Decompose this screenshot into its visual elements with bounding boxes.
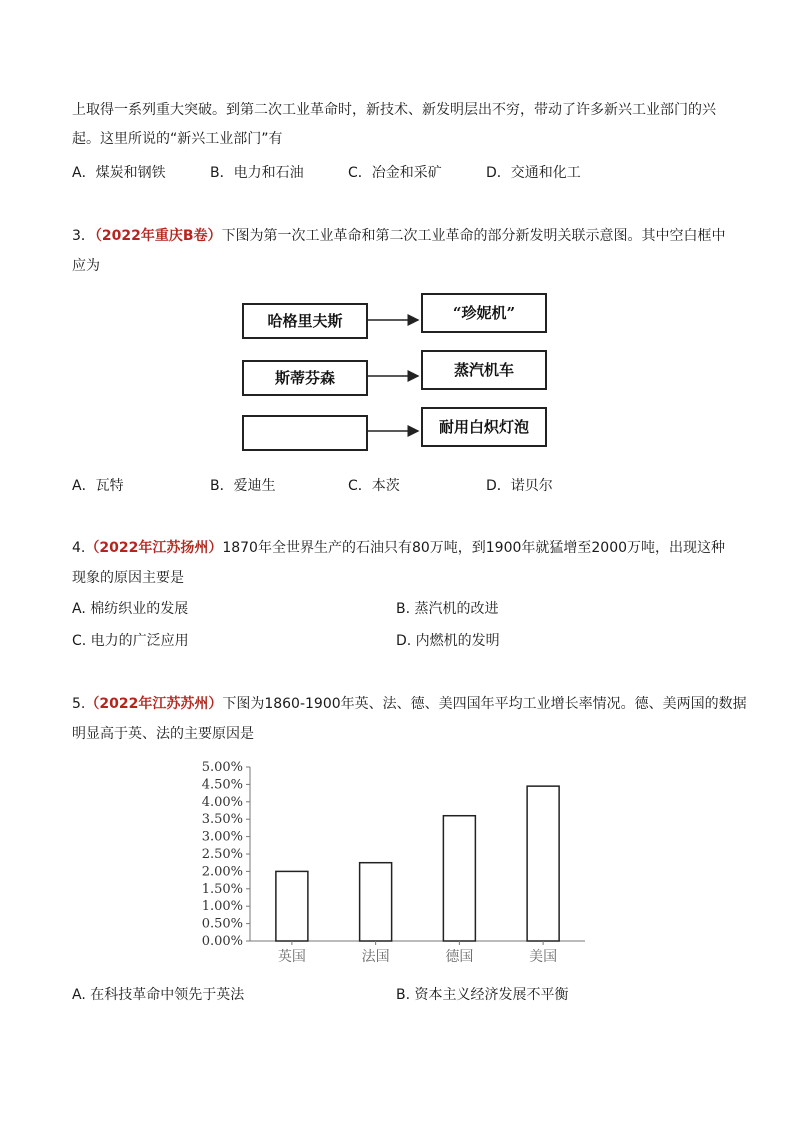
q5-stem-text: 下图为1860-1900年英、法、德、美四国年平均工业增长率情况。德、美两国的数据 xyxy=(222,696,747,712)
x-tick-label: 美国 xyxy=(529,949,558,965)
diagram-right-box-2: 蒸汽机车 xyxy=(421,350,547,390)
q4-option-a: A. 棉纺织业的发展 xyxy=(72,601,189,617)
q4-option-d: D. 内燃机的发明 xyxy=(396,633,500,649)
q2-option-b: B．电力和石油 xyxy=(210,165,304,181)
y-tick-label: 4.00% xyxy=(201,794,243,810)
y-tick-label: 4.50% xyxy=(201,777,243,793)
q3-source: （2022年重庆B卷） xyxy=(94,228,222,244)
y-tick-label: 0.00% xyxy=(201,934,243,949)
diagram-left-box-blank xyxy=(242,415,368,451)
x-tick-label: 法国 xyxy=(361,949,390,965)
bar-1 xyxy=(276,871,308,941)
bar-2 xyxy=(360,863,392,941)
y-tick-label: 3.50% xyxy=(201,812,243,828)
q5-option-a: A. 在科技革命中领先于英法 xyxy=(72,987,245,1003)
q4-stem-line2: 现象的原因主要是 xyxy=(72,570,184,586)
q3-stem-line2: 应为 xyxy=(72,258,100,274)
invention-diagram xyxy=(240,288,560,468)
diagram-left-box-2: 斯蒂芬森 xyxy=(242,360,368,396)
x-tick-label: 英国 xyxy=(277,949,306,965)
q3-option-c: C．本茨 xyxy=(348,478,400,494)
q5-number: 5. xyxy=(72,696,86,712)
q4-option-c: C. 电力的广泛应用 xyxy=(72,633,189,649)
diagram-right-box-3: 耐用白炽灯泡 xyxy=(421,407,547,447)
q4-number: 4. xyxy=(72,540,86,556)
x-tick-label: 德国 xyxy=(445,949,474,965)
y-tick-label: 2.50% xyxy=(201,847,243,862)
q4-source: （2022年江苏扬州） xyxy=(85,540,223,556)
q5-source: （2022年江苏苏州） xyxy=(85,696,223,712)
diagram-right-box-1: “珍妮机” xyxy=(421,293,547,333)
diagram-left-box-1: 哈格里夫斯 xyxy=(242,303,368,339)
y-tick-label: 3.00% xyxy=(201,829,243,845)
q2-stem-line1: 上取得一系列重大突破。到第二次工业革命时，新技术、新发明层出不穷，带动了许多新兴工业部门的兴 xyxy=(72,102,716,118)
q5-stem-line2: 明显高于英、法的主要原因是 xyxy=(72,726,254,742)
q2-option-a: A．煤炭和钢铁 xyxy=(72,165,166,181)
q3-stem-line1 xyxy=(72,226,726,246)
q5-stem-line1 xyxy=(72,694,747,714)
q4-stem-line1 xyxy=(72,538,725,558)
bar-3 xyxy=(443,816,475,941)
growth-rate-chart-svg xyxy=(190,755,600,970)
q2-option-c: C．冶金和采矿 xyxy=(348,165,442,181)
q5-option-b: B. 资本主义经济发展不平衡 xyxy=(396,987,569,1003)
y-tick-label: 5.00% xyxy=(201,760,243,775)
q4-stem-text: 1870年全世界生产的石油只有80万吨，到1900年就猛增至2000万吨，出现这种 xyxy=(222,540,726,556)
q3-option-b: B．爱迪生 xyxy=(210,478,276,494)
q2-option-d: D．交通和化工 xyxy=(486,165,581,181)
y-tick-label: 2.00% xyxy=(201,864,243,880)
y-tick-label: 1.00% xyxy=(201,899,243,915)
q4-option-b: B. 蒸汽机的改进 xyxy=(396,601,499,617)
y-tick-label: 1.50% xyxy=(201,881,243,897)
y-tick-label: 0.50% xyxy=(201,916,243,932)
q3-number: 3． xyxy=(72,228,95,244)
q3-option-d: D．诺贝尔 xyxy=(486,478,553,494)
bar-4 xyxy=(527,786,559,941)
q3-option-a: A．瓦特 xyxy=(72,478,124,494)
q2-stem-line2: 起。这里所说的“新兴工业部门”有 xyxy=(72,131,283,147)
q3-stem-text: 下图为第一次工业革命和第二次工业革命的部分新发明关联示意图。其中空白框中 xyxy=(221,228,726,244)
growth-rate-chart xyxy=(190,755,600,970)
